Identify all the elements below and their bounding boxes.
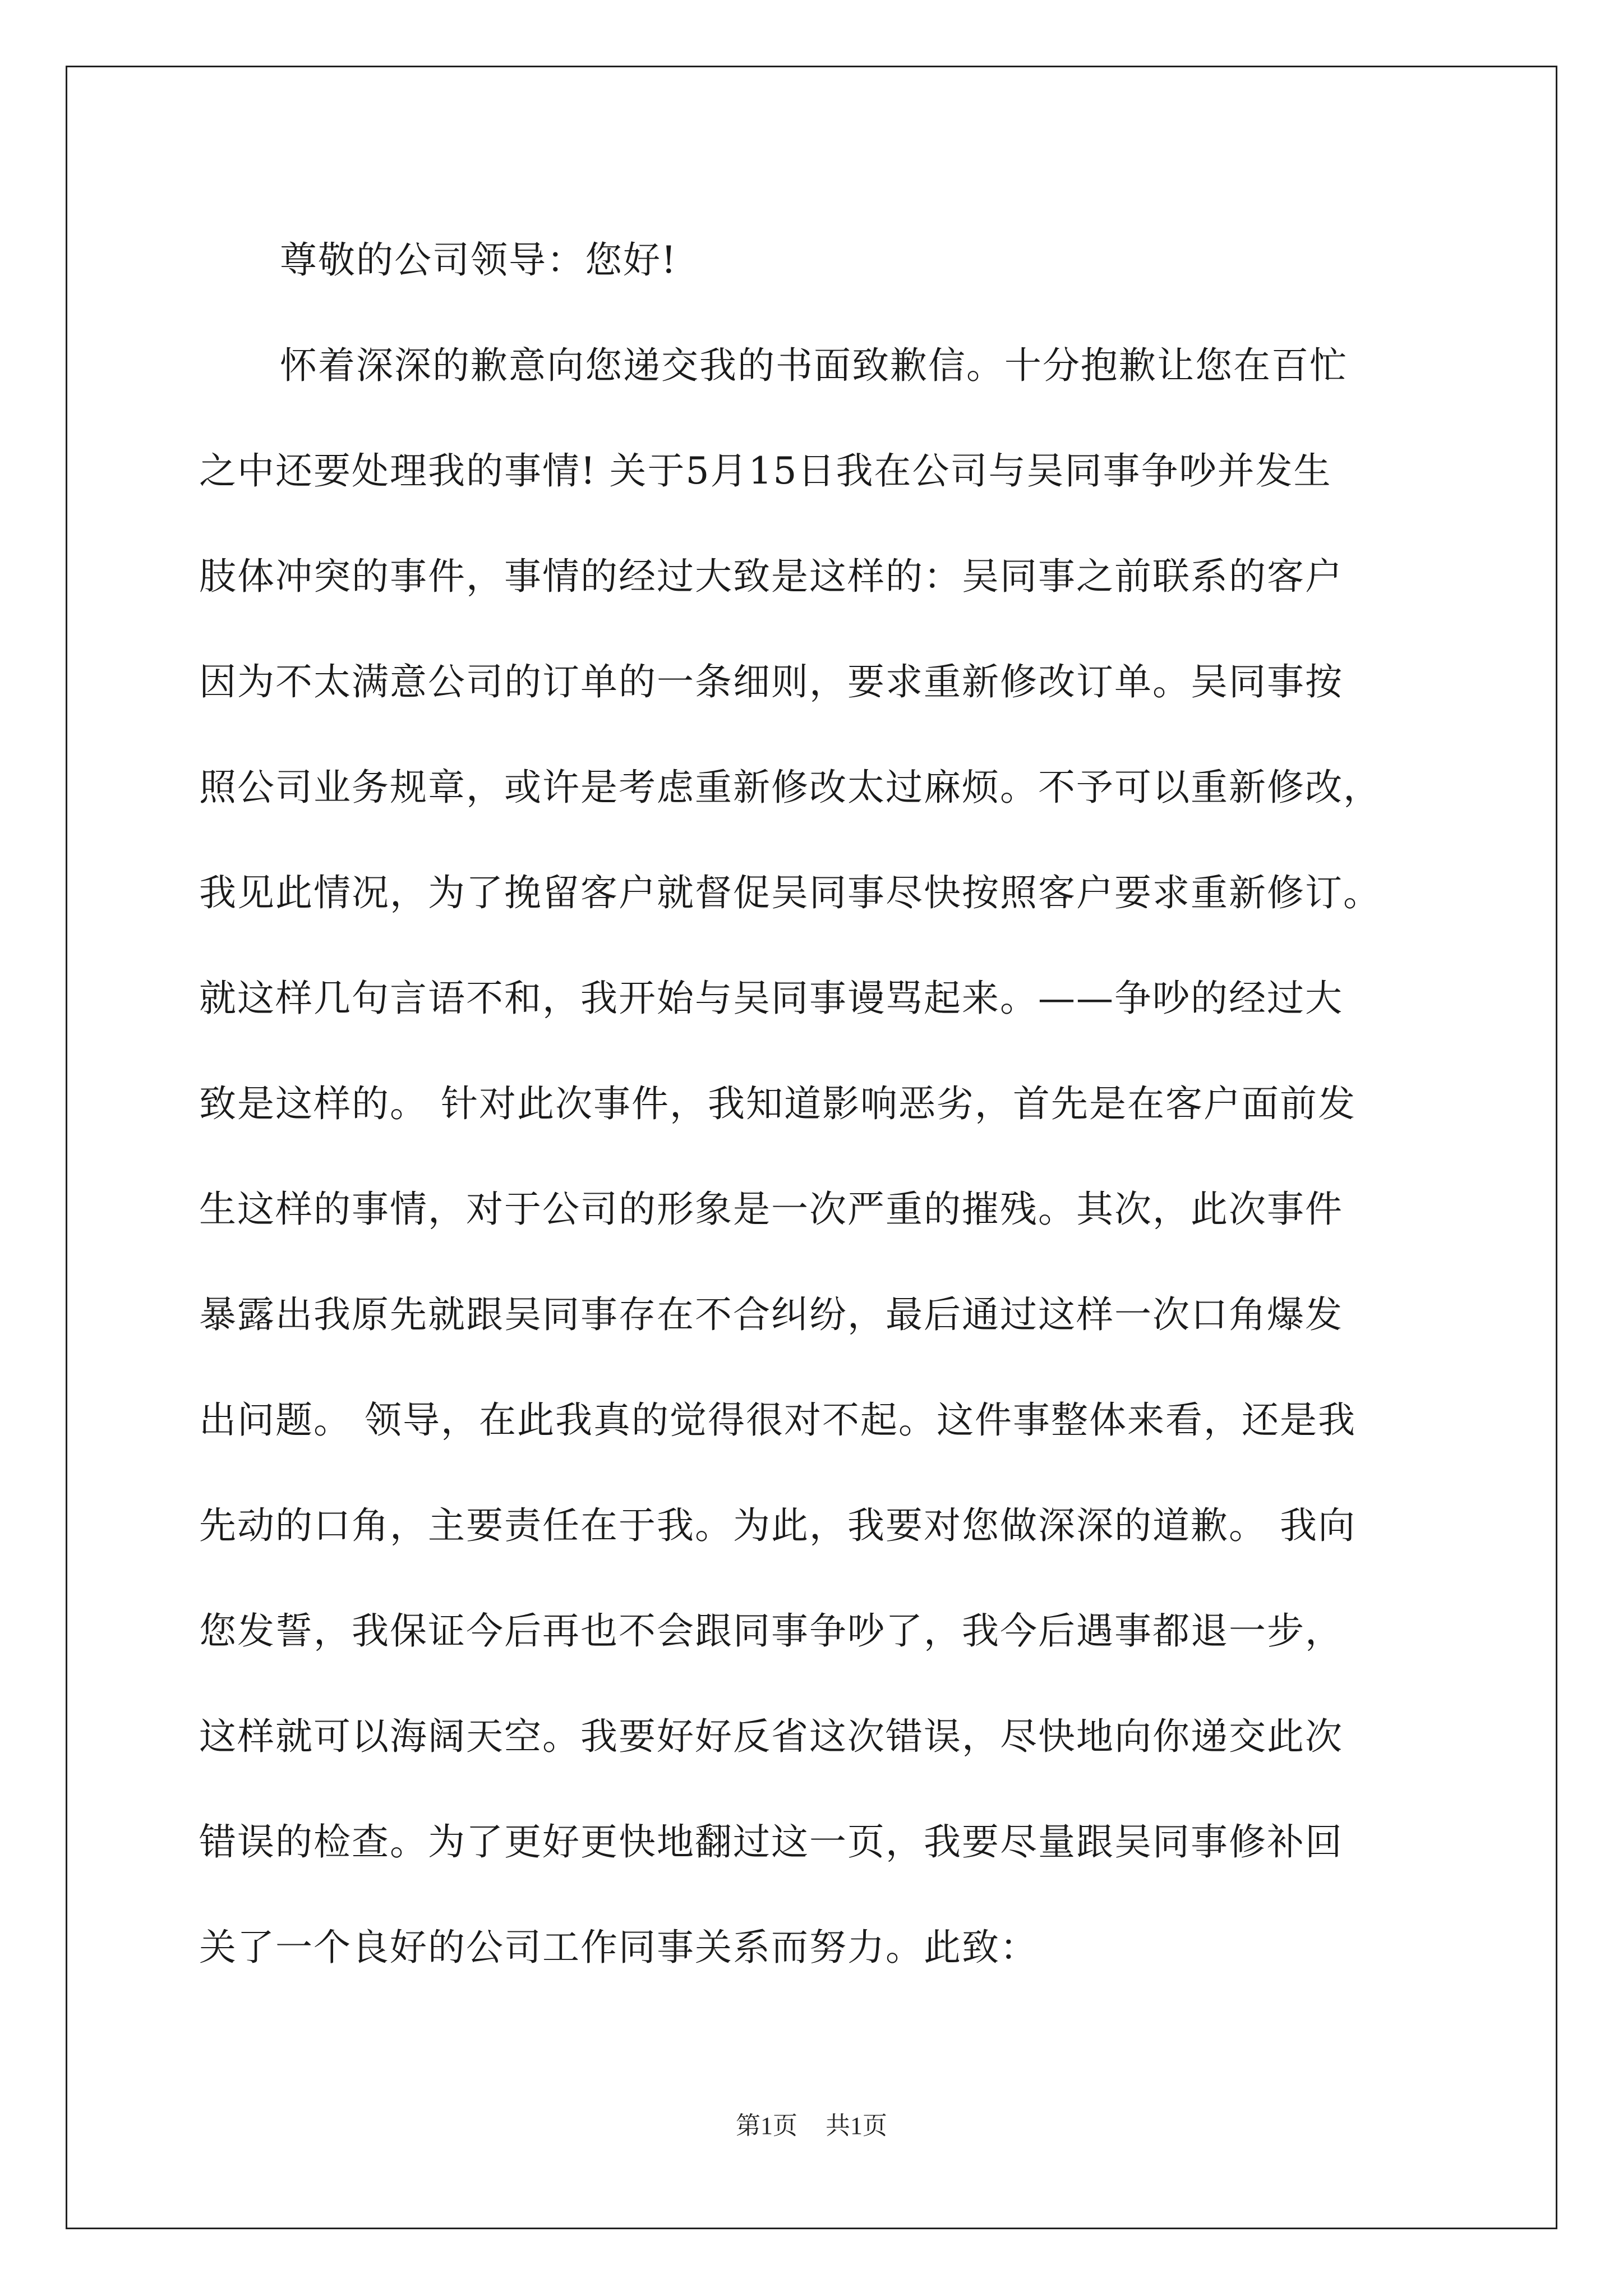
paragraph-line: 先动的口角，主要责任在于我。为此，我要对您做深深的道歉。 我向 xyxy=(199,1504,1356,1547)
paragraph-line: 暴露出我原先就跟吴同事存在不合纠纷，最后通过这样一次口角爆发 xyxy=(199,1293,1343,1336)
page-footer xyxy=(0,2109,1623,2143)
letter-body xyxy=(199,208,1450,2000)
paragraph-line: 照公司业务规章，或许是考虑重新修改太过麻烦。不予可以重新修改， xyxy=(199,766,1381,809)
salutation: 尊敬的公司领导：您好! xyxy=(280,238,677,282)
page-number: 第1页 xyxy=(736,2112,797,2139)
paragraph-line: 肢体冲突的事件，事情的经过大致是这样的：吴同事之前联系的客户 xyxy=(199,555,1343,598)
paragraph-line: 出问题。 领导，在此我真的觉得很对不起。这件事整体来看，还是我 xyxy=(199,1398,1356,1442)
paragraph-line: 就这样几句言语不和，我开始与吴同事谩骂起来。——争吵的经过大 xyxy=(199,977,1343,1020)
paragraph-line: 关了一个良好的公司工作同事关系而努力。此致： xyxy=(199,1926,1038,1969)
paragraph-line: 怀着深深的歉意向您递交我的书面致歉信。十分抱歉让您在百忙 xyxy=(280,344,1348,387)
paragraph-line: 错误的检查。为了更好更快地翻过这一页，我要尽量跟吴同事修补回 xyxy=(199,1820,1343,1864)
paragraph-line: 之中还要处理我的事情! 关于5月15日我在公司与吴同事争吵并发生 xyxy=(199,449,1332,493)
paragraph-line: 这样就可以海阔天空。我要好好反省这次错误，尽快地向你递交此次 xyxy=(199,1715,1343,1758)
page-total: 共1页 xyxy=(826,2112,887,2139)
paragraph-line: 致是这样的。 针对此次事件，我知道影响恶劣，首先是在客户面前发 xyxy=(199,1082,1356,1125)
paragraph-line: 因为不太满意公司的订单的一条细则，要求重新修改订单。吴同事按 xyxy=(199,660,1343,703)
paragraph-line: 您发誓，我保证今后再也不会跟同事争吵了，我今后遇事都退一步， xyxy=(199,1609,1343,1653)
paragraph-line: 我见此情况，为了挽留客户就督促吴同事尽快按照客户要求重新修订。 xyxy=(199,871,1381,914)
paragraph-line: 生这样的事情，对于公司的形象是一次严重的摧残。其次，此次事件 xyxy=(199,1188,1343,1231)
